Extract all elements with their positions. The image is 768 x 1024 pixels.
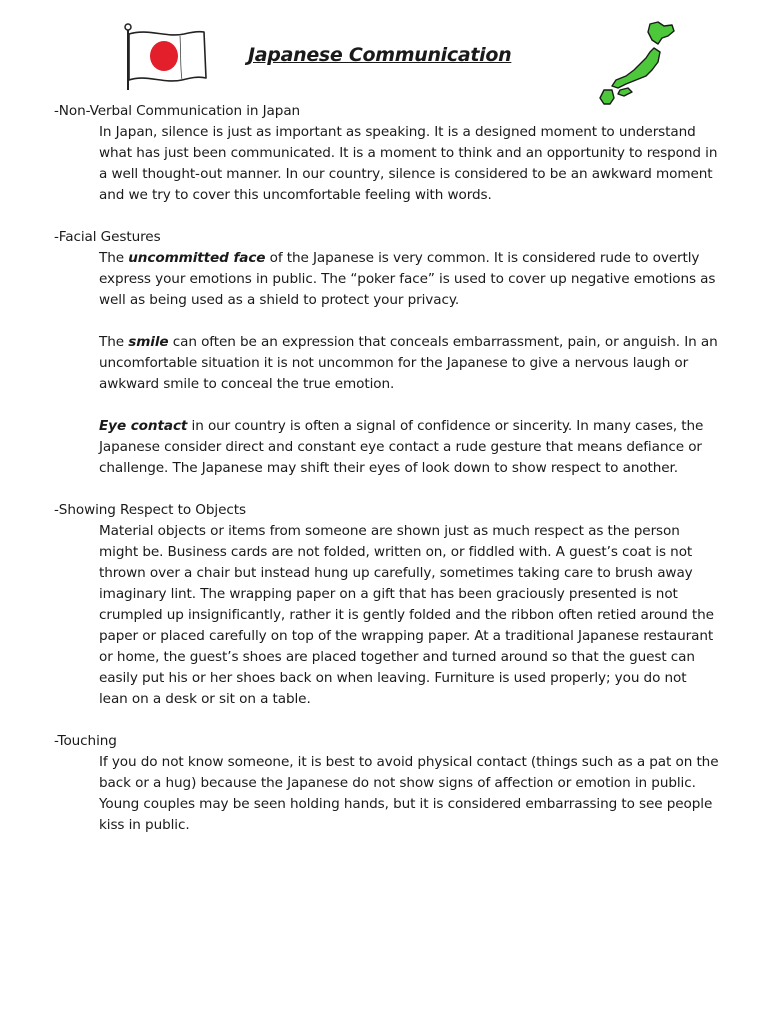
emphasis-term: uncommitted face	[128, 250, 266, 266]
section-heading: -Showing Respect to Objects	[54, 502, 246, 518]
paragraph	[99, 416, 719, 479]
section-heading: -Non-Verbal Communication in Japan	[54, 103, 301, 119]
paragraph-lead: The	[99, 250, 129, 266]
emphasis-term: Eye contact	[99, 418, 188, 434]
paragraph-text: in our country is often a signal of confidence or sincerity. In many cases, the Japanese consider direct and constant eye contact a rude gesture that means defiance or challenge. The Japanese may shift their eyes of look down to show respect to another.	[99, 418, 704, 476]
page-title: Japanese Communication	[248, 44, 512, 66]
paragraph-text: of the Japanese is very common. It is considered rude to overtly express your emotions in public. The “poker face” is used to cover up negative emotions as well as being used as a shield to protect your privacy.	[99, 250, 716, 308]
paragraph-text: can often be an expression that conceals embarrassment, pain, or anguish. In an uncomfortable situation it is not uncommon for the Japanese to give a nervous laugh or awkward smile to conceal the true emotion.	[99, 334, 718, 392]
paragraph	[99, 248, 719, 311]
japanese-flag-icon	[118, 22, 210, 92]
emphasis-term: smile	[128, 334, 169, 350]
paragraph	[99, 332, 719, 395]
section-heading: -Touching	[54, 733, 117, 749]
paragraph: If you do not know someone, it is best to avoid physical contact (things such as a pat on the back or a hug) because the Japanese do not show signs of affection or emotion in public. Young couples may be seen holding hands, but it is considered embarrassing to see people kiss in public.	[99, 754, 719, 833]
document-body	[54, 101, 719, 857]
paragraph: In Japan, silence is just as important as speaking. It is a designed moment to understand what has just been communicated. It is a moment to think and an opportunity to respond in a well thought-out manner. In our country, silence is considered to be an awkward moment and we try to cover this uncomfortable feeling with words.	[99, 124, 718, 203]
paragraph: Material objects or items from someone are shown just as much respect as the person might be. Business cards are not folded, written on, or fiddled with. A guest’s coat is not thrown over a chair but instead hung up carefully, sometimes taking care to brush away imaginary lint. The wrapping paper on a gift that has been graciously presented is not crumpled up insignificantly, rather it is gently folded and the ribbon often retied around the paper or placed carefully on top of the wrapping paper. At a traditional Japanese restaurant or home, the guest’s shoes are placed together and turned around so that the guest can easily put his or her shoes back on when leaving. Furniture is used properly; you do not lean on a desk or sit on a table.	[99, 523, 714, 707]
section-heading: -Facial Gestures	[54, 229, 161, 245]
paragraph-lead: The	[99, 334, 129, 350]
japan-map-icon	[592, 18, 678, 108]
